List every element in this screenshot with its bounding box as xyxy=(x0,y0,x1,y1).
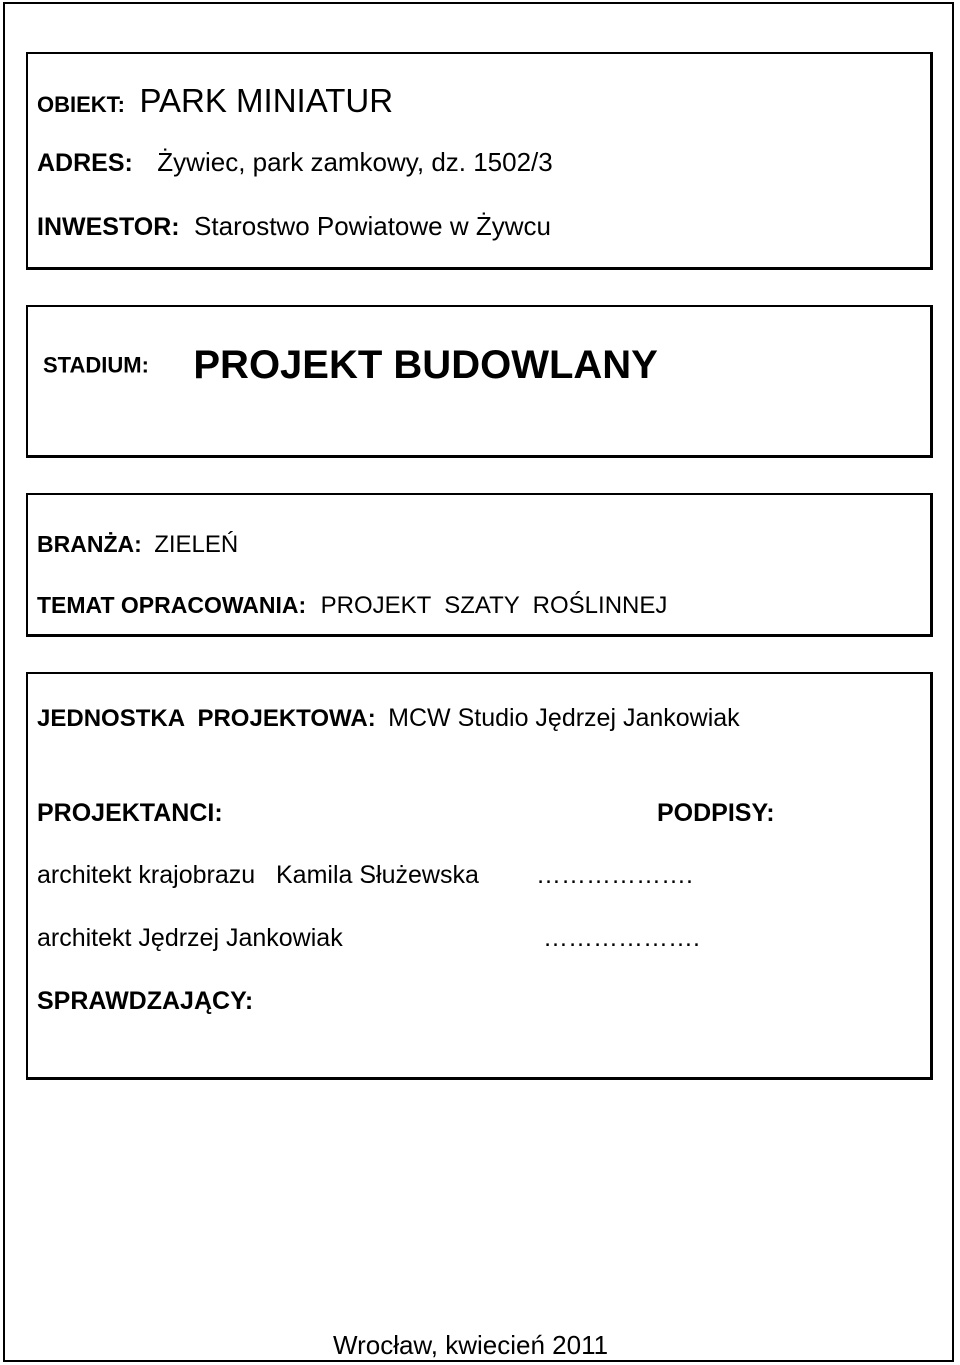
designers-label: PROJEKTANCI: xyxy=(37,799,223,827)
designer-1-name: architekt krajobrazu Kamila Służewska xyxy=(37,861,479,889)
investor-value: Starostwo Powiatowe w Żywcu xyxy=(194,211,551,241)
topic-label: TEMAT OPRACOWANIA: xyxy=(37,592,307,618)
branch-label: BRANŻA: xyxy=(37,531,142,557)
branch-box xyxy=(26,493,933,637)
designer-2-signature-line: ………………. xyxy=(543,924,700,952)
branch-row xyxy=(37,531,238,559)
place-date: Wrocław, kwiecień 2011 xyxy=(333,1330,609,1360)
stage-row xyxy=(43,343,658,388)
unit-label: JEDNOSTKA PROJEKTOWA: xyxy=(37,705,376,732)
address-value: Żywiec, park zamkowy, dz. 1502/3 xyxy=(157,147,553,177)
topic-row xyxy=(37,592,667,620)
topic-value: PROJEKT SZATY ROŚLINNEJ xyxy=(320,592,668,619)
unit-row xyxy=(37,704,740,733)
designer-1-signature-line: ………………. xyxy=(536,861,693,889)
object-label: OBIEKT: xyxy=(37,92,125,117)
object-row xyxy=(37,82,393,120)
object-value: PARK MINIATUR xyxy=(139,82,394,119)
designer-2-name: architekt Jędrzej Jankowiak xyxy=(37,924,343,952)
address-label: ADRES: xyxy=(37,149,133,177)
object-info-box xyxy=(26,52,933,270)
address-row xyxy=(37,147,553,178)
unit-value: MCW Studio Jędrzej Jankowiak xyxy=(388,704,740,732)
stage-box xyxy=(26,305,933,458)
investor-row xyxy=(37,211,551,242)
investor-label: INWESTOR: xyxy=(37,213,180,241)
signatures-label: PODPISY: xyxy=(657,799,775,827)
design-team-box xyxy=(26,672,933,1080)
branch-value: ZIELEŃ xyxy=(154,531,239,558)
stage-label: STADIUM: xyxy=(43,352,149,378)
stage-value: PROJEKT BUDOWLANY xyxy=(193,343,658,387)
checker-label: SPRAWDZAJĄCY: xyxy=(37,987,254,1015)
